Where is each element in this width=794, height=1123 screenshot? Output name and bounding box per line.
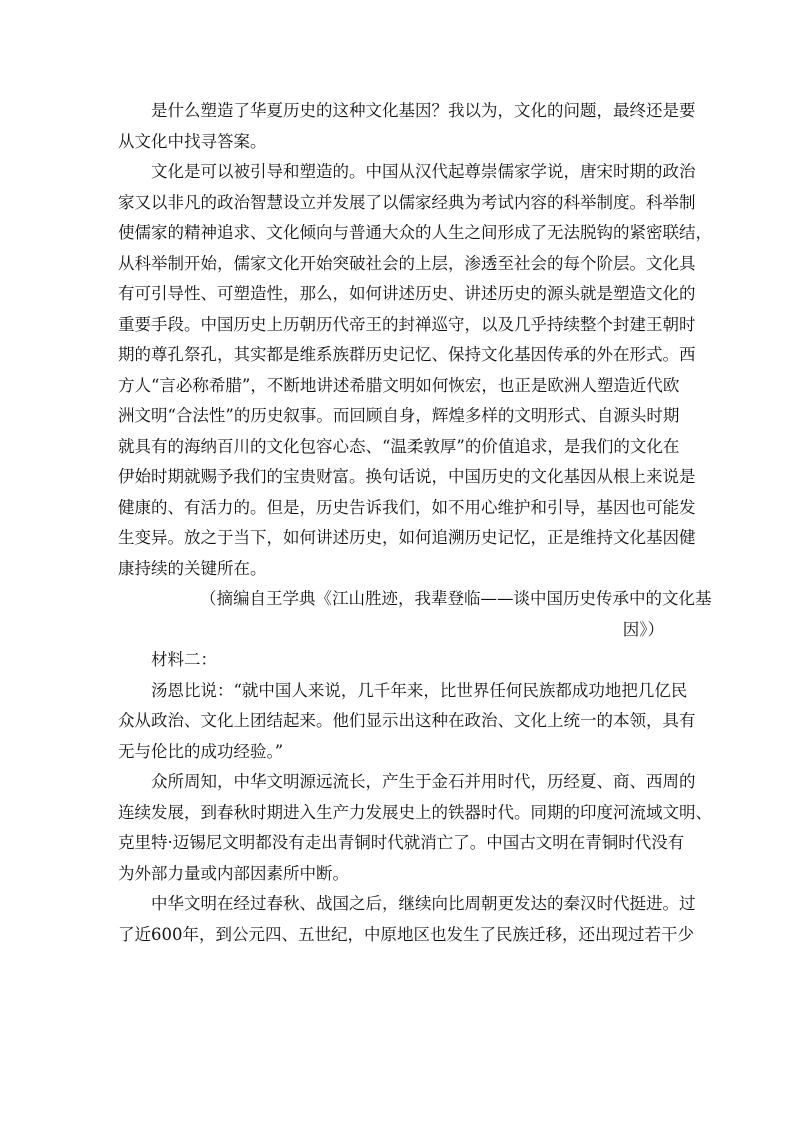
text-line: 为外部力量或内部因素所中断。 xyxy=(118,863,349,883)
source-citation-line-1: （摘编自王学典《江山胜迹，我辈登临——谈中国历史传承中的文化基 xyxy=(200,589,712,608)
text-line: 洲文明“合法性”的历史叙事。而回顾自身，辉煌多样的文明形式、自源头时期 xyxy=(118,406,680,425)
text-line: 方人“言必称希腊”，不断地讲述希腊文明如何恢宏，也正是欧洲人塑造近代欧 xyxy=(118,375,680,395)
text-line: 连续发展，到春秋时期进入生产力发展史上的铁器时代。同期的印度河流域文明、 xyxy=(118,802,712,822)
text-line: 中华文明在经过春秋、战国之后，继续向比周朝更发达的秦汉时代挺进。过 xyxy=(151,894,696,913)
text-line: 重要手段。中国历史上历朝历代帝王的封禅巡守，以及几乎持续整个封建王朝时 xyxy=(118,314,696,334)
text-line: 文化是可以被引导和塑造的。中国从汉代起尊崇儒家学说，唐宋时期的政治 xyxy=(151,162,696,181)
text-line: 是什么塑造了华夏历史的这种文化基因？我以为，文化的问题，最终还是要 xyxy=(151,101,696,120)
text-line: 就具有的海纳百川的文化包容心态、“温柔敦厚”的价值追求，是我们的文化在 xyxy=(118,436,680,456)
source-citation-line-2: 因》） xyxy=(622,619,664,639)
text-line: 众从政治、文化上团结起来。他们显示出这种在政治、文化上统一的本领，具有 xyxy=(118,711,696,730)
text-line: 从文化中找寻答案。 xyxy=(118,131,267,151)
text-line: 众所周知，中华文明源远流长，产生于金石并用时代，历经夏、商、西周的 xyxy=(151,772,696,791)
document-page xyxy=(118,96,712,950)
text-line: 汤恩比说：“就中国人来说，几千年来，比世界任何民族都成功地把几亿民 xyxy=(151,680,688,700)
text-line: 有可引导性、可塑造性，那么，如何讲述历史、讲述历史的源头就是塑造文化的 xyxy=(118,284,696,303)
text-line: 了近600年，到公元四、五世纪，中原地区也发生了民族迁移，还出现过若干少 xyxy=(118,924,694,944)
text-line: 健康的、有活力的。但是，历史告诉我们，如不用心维护和引导，基因也可能发 xyxy=(118,497,696,517)
text-line: 伊始时期就赐予我们的宝贵财富。换句话说，中国历史的文化基因从根上来说是 xyxy=(118,467,696,486)
text-line: 无与伦比的成功经验。” xyxy=(118,741,284,761)
text-line: 期的尊孔祭孔，其实都是维系族群历史记忆、保持文化基因传承的外在形式。西 xyxy=(118,345,696,364)
material-two-label: 材料二： xyxy=(151,650,217,669)
text-line: 康持续的关键所在。 xyxy=(118,558,267,578)
text-line: 家又以非凡的政治智慧设立并发展了以儒家经典为考试内容的科举制度。科举制 xyxy=(118,192,696,212)
material-one-body xyxy=(118,96,712,584)
text-line: 生变异。放之于当下，如何讲述历史，如何追溯历史记忆，正是维持文化基因健 xyxy=(118,528,696,547)
text-line: 从科举制开始，儒家文化开始突破社会的上层，渗透至社会的每个阶层。文化具 xyxy=(118,253,696,273)
material-two-body xyxy=(118,676,712,951)
text-line: 使儒家的精神追求、文化倾向与普通大众的人生之间形成了无法脱钩的紧密联结， xyxy=(118,223,712,242)
text-line: 克里特·迈锡尼文明都没有走出青铜时代就消亡了。中国古文明在青铜时代没有 xyxy=(118,833,685,852)
